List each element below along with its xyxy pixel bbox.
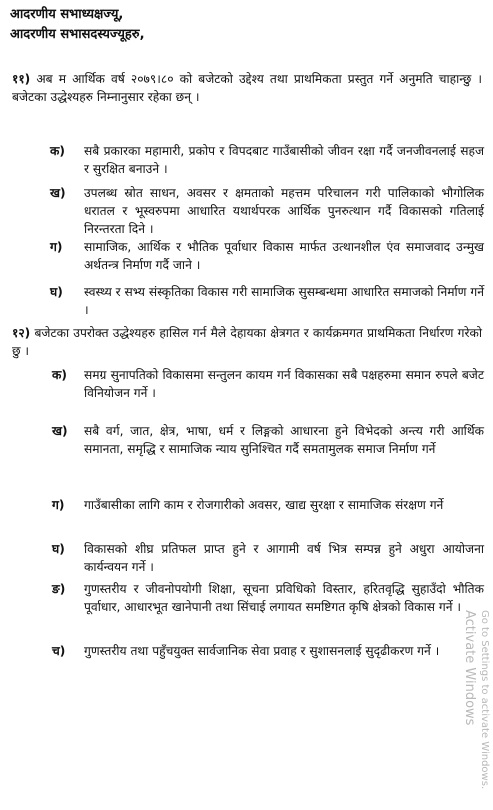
paragraph-text: बजेटका उपरोक्त उद्धेश्यहरु हासिल गर्न मैले देहायका क्षेत्रगत र कार्यक्रमगत प्राथमिकता निर्धारण गरेको छु । xyxy=(12,326,483,358)
watermark-subtitle: Go to Settings to activate Windows. xyxy=(479,610,490,790)
item-label: क) xyxy=(50,144,65,158)
item-text: गुणस्तरीय तथा पहुँचयुक्त सार्वजानिक सेवा प्रवाह र सुशासनलाई सुदृढीकरण गर्ने । xyxy=(84,644,440,658)
item-label: ख) xyxy=(50,186,66,200)
watermark-title: Activate Windows xyxy=(462,610,477,726)
salutation-line-1: आदरणीय सभाध्यक्षज्यू, xyxy=(10,7,124,22)
paragraph-11 xyxy=(12,70,482,106)
paragraph-number: १२) xyxy=(12,326,31,340)
salutation-line-2: आदरणीय सभासदस्यज्यूहरु, xyxy=(10,27,145,42)
list-item xyxy=(50,238,484,274)
item-label: च) xyxy=(52,644,66,658)
item-text: उपलब्ध स्रोत साधन, अवसर र क्षमताको महत्तम परिचालन गरी पालिकाको भौगोलिक धरातल र भूस्वरुपमा आधारित यथार्थपरक आर्थिक पुनरुत्थान गर्दै विकासको गतिलाई निरन्तरता दिने । xyxy=(84,186,484,236)
paragraph-12 xyxy=(12,324,482,360)
item-text: सबै वर्ग, जात, क्षेत्र, भाषा, धर्म र लिङ्गको आधारना हुने विभेदको अन्त्य गरी आर्थिक समानता, समृद्धि र सामाजिक न्याय सुनिश्चित गर्दै समतामुलक समाज निर्माण गर्ने xyxy=(84,424,484,456)
item-text: गुणस्तरीय र जीवनोपयोगी शिक्षा, सूचना प्रविधिको विस्तार, हरितवृद्धि सुहाउँदो भौतिक पूर्वाधार, आधारभूत खानेपानी तथा सिंचाई लगायत समष्टिगत कृषि क्षेत्रको विकास गर्ने । xyxy=(84,582,484,614)
item-text: सामाजिक, आर्थिक र भौतिक पूर्वाधार विकास मार्फत उत्थानशील एंव समाजवाद उन्मुख अर्थतन्त्र निर्माण गर्दै जाने । xyxy=(84,240,484,272)
item-label: ख) xyxy=(52,424,68,438)
list-item xyxy=(52,580,484,616)
item-text: विकासको शीघ्र प्रतिफल प्राप्त हुने र आगामी वर्ष भित्र सम्पन्न हुने अधुरा आयोजना कार्यन्वयन गर्ने । xyxy=(84,542,484,574)
list-item xyxy=(52,422,484,458)
item-text: समग्र सुनापतिको विकासमा सन्तुलन कायम गर्न विकासका सबै पक्षहरुमा समान रुपले बजेट विनियोजन गर्ने । xyxy=(84,368,484,400)
list-item xyxy=(52,642,484,660)
list-item xyxy=(52,540,484,576)
item-text: स्वस्थ्य र सभ्य संस्कृतिका विकास गरी सामाजिक सुसम्बन्धमा आधारित समाजको निर्माण गर्ने । xyxy=(84,285,484,317)
item-text: गाउँबासीका लागि काम र रोजगारीको अवसर, खाद्य सुरक्षा र सामाजिक संरक्षण गर्ने xyxy=(84,498,444,512)
item-label: ग) xyxy=(52,498,65,512)
list-item xyxy=(50,142,484,178)
item-label: घ) xyxy=(50,285,63,299)
item-text: सबै प्रकारका महामारी, प्रकोप र विपदबाट गाउँबासीको जीवन रक्षा गर्दै जनजीवनलाई सहज र सुरक्षित बनाउने । xyxy=(84,144,484,176)
list-item xyxy=(50,184,484,238)
item-label: ग) xyxy=(50,240,63,254)
list-item xyxy=(52,496,484,514)
item-label: घ) xyxy=(52,542,65,556)
list-item xyxy=(50,283,484,319)
paragraph-number: ११) xyxy=(12,72,31,86)
activate-windows-watermark xyxy=(462,610,490,810)
item-label: क) xyxy=(52,368,67,382)
item-label: ङ) xyxy=(52,582,66,596)
paragraph-text: अब म आर्थिक वर्ष २०७९।८० को बजेटको उद्देश्य तथा प्राथमिकता प्रस्तुत गर्ने अनुमति चाहान्छु । बजेटका उद्धेश्यहरु निम्नानुसार रहेका छन् । xyxy=(12,72,482,104)
list-item xyxy=(52,366,484,402)
